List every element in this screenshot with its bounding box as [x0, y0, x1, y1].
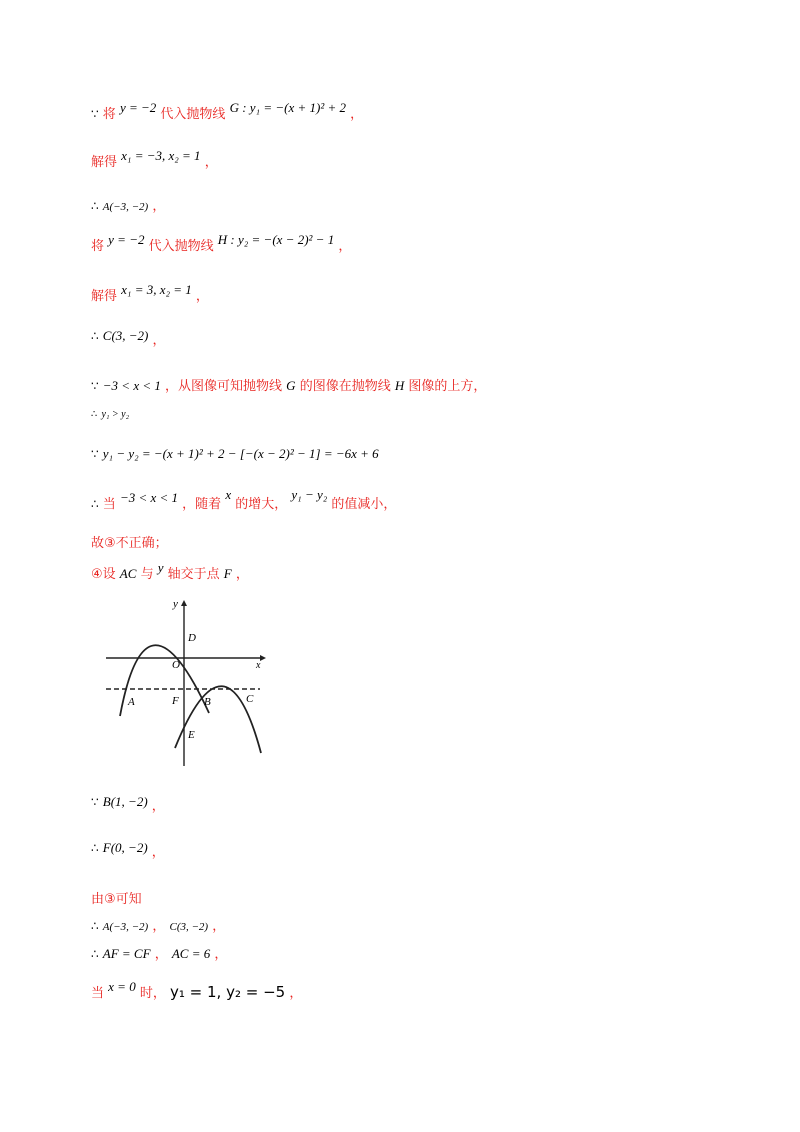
label-point-d: D	[188, 632, 196, 644]
parabola-figure	[100, 598, 270, 770]
solution-line-13: ∵ B(1, −2) ，	[91, 794, 165, 814]
solution-line-7: ∵ −3 < x < 1 ，从图像可知抛物线 G 的图像在抛物线 H 图像的上方，	[91, 378, 487, 394]
solution-line-14: ∴ F(0, −2) ，	[91, 840, 165, 860]
solution-line-6: ∴ C(3, −2) ，	[91, 328, 166, 348]
label-point-c: C	[246, 693, 254, 705]
label-point-b: B	[204, 696, 211, 708]
because-symbol: ∵	[91, 107, 99, 121]
solution-line-17: ∴ AF = CF ， AC = 6 ，	[91, 946, 228, 962]
label-point-e: E	[188, 729, 195, 741]
label-origin: O	[172, 659, 180, 671]
label-point-a: A	[128, 696, 135, 708]
label-point-f: F	[172, 695, 179, 707]
solution-line-16: ∴ A(−3, −2) ， C(3, −2) ，	[91, 919, 226, 934]
solution-line-18: 当 x = 0 时， y₁ = 1, y₂ = −5 ，	[91, 979, 303, 1001]
therefore-symbol: ∴	[91, 199, 99, 213]
solution-line-10: ∴ 当 −3 < x < 1 ，随着 x 的增大， y₁ − y₂ 的值减小，	[91, 487, 397, 512]
x-axis-label: x	[256, 660, 261, 671]
y-axis-label: y	[173, 598, 178, 610]
solution-line-11: 故③不正确；	[91, 536, 168, 551]
solution-line-5: 解得 x₁ = 3, x₂ = 1 ，	[91, 282, 209, 304]
solution-line-12: ④设 AC 与 y 轴交于点 F ，	[91, 560, 249, 582]
y-axis-arrow-icon	[181, 600, 187, 606]
x-axis-arrow-icon	[260, 655, 266, 661]
solution-line-15: 由③可知	[91, 892, 142, 907]
solution-line-4: 将 y = −2 代入抛物线 H : y₂ = −(x − 2)² − 1 ，	[91, 232, 352, 254]
solution-line-3: ∴ A(−3, −2) ，	[91, 199, 166, 214]
solution-line-9: ∵ y₁ − y₂ = −(x + 1)² + 2 − [−(x − 2)² − 1] = −6x + 6	[91, 446, 379, 461]
solution-line-2: 解得 x₁ = −3, x₂ = 1 ，	[91, 148, 218, 170]
solution-line-8: ∴ y₁ > y₂	[91, 409, 130, 420]
solution-line-1: ∵ 将 y = −2 代入抛物线 G : y₁ = −(x + 1)² + 2 ，	[91, 100, 364, 122]
